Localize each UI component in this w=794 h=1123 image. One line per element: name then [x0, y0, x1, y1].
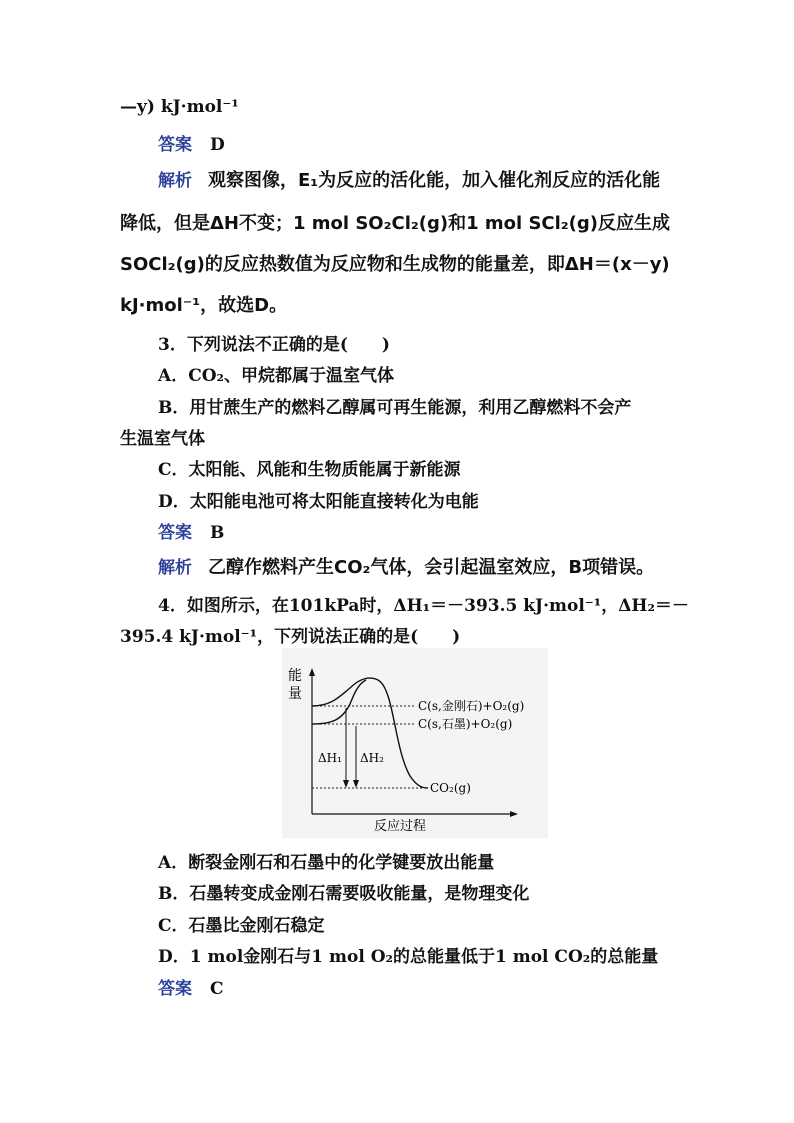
explain-line-1: 观察图像，E₁为反应的活化能，加入催化剂反应的活化能: [208, 170, 661, 191]
answer-value: C: [210, 979, 224, 999]
explain-label: 解析: [158, 171, 192, 191]
q3-option-a: A．CO₂、甲烷都属于温室气体: [158, 366, 394, 386]
q3-option-b-line1: B．用甘蔗生产的燃料乙醇属可再生能源，利用乙醇燃料不会产: [158, 398, 632, 418]
q3-explain-row: [158, 553, 654, 579]
answer-value: D: [210, 135, 225, 155]
q4-option-c: C．石墨比金刚石稳定: [158, 916, 325, 936]
q2-answer-row: [158, 130, 225, 155]
q4-option-b: B．石墨转变成金刚石需要吸收能量，是物理变化: [158, 884, 530, 904]
q3-option-c: C．太阳能、风能和生物质能属于新能源: [158, 460, 461, 480]
co2-level-label: CO₂(g): [430, 781, 471, 795]
answer-label: 答案: [158, 135, 192, 155]
explain-line-3: SOCl₂(g)的反应热数值为反应物和生成物的能量差，即ΔH＝(x－y): [120, 254, 670, 275]
y-axis-label-2: 量: [288, 686, 302, 702]
top-fragment: —y) kJ·mol⁻¹: [120, 97, 239, 117]
q4-option-a: A．断裂金刚石和石墨中的化学键要放出能量: [158, 853, 495, 873]
q4-stem-line1: 4．如图所示，在101kPa时，ΔH₁＝－393.5 kJ·mol⁻¹，ΔH₂＝－: [158, 596, 689, 616]
explain-line-4: kJ·mol⁻¹，故选D。: [120, 295, 288, 316]
graphite-level-label: C(s,石墨)+O₂(g): [418, 717, 513, 731]
energy-diagram: [282, 648, 548, 838]
explain-text: 乙醇作燃料产生CO₂气体，会引起温室效应，B项错误。: [208, 557, 655, 578]
diamond-level-label: C(s,金刚石)+O₂(g): [418, 699, 525, 713]
y-axis-label-1: 能: [288, 668, 302, 684]
q2-explain-row: [158, 166, 660, 192]
answer-label: 答案: [158, 979, 192, 999]
q4-option-d: D．1 mol金刚石与1 mol O₂的总能量低于1 mol CO₂的总能量: [158, 947, 659, 967]
explain-label: 解析: [158, 558, 192, 578]
q3-answer-row: [158, 518, 224, 543]
q3-option-b-line2: 生温室气体: [120, 429, 205, 449]
q4-answer-row: [158, 974, 224, 999]
answer-value: B: [210, 523, 225, 543]
q3-stem: 3．下列说法不正确的是( ): [158, 335, 390, 355]
q3-option-d: D．太阳能电池可将太阳能直接转化为电能: [158, 492, 479, 512]
dh2-label: ΔH₂: [360, 751, 384, 765]
x-axis-label: 反应过程: [374, 819, 427, 834]
explain-line-2: 降低，但是ΔH不变；1 mol SO₂Cl₂(g)和1 mol SCl₂(g)反应生成: [120, 213, 671, 234]
q4-stem-line2: 395.4 kJ·mol⁻¹，下列说法正确的是( ): [120, 627, 461, 647]
dh1-label: ΔH₁: [318, 751, 342, 765]
answer-label: 答案: [158, 523, 192, 543]
figure-background: [282, 648, 548, 838]
